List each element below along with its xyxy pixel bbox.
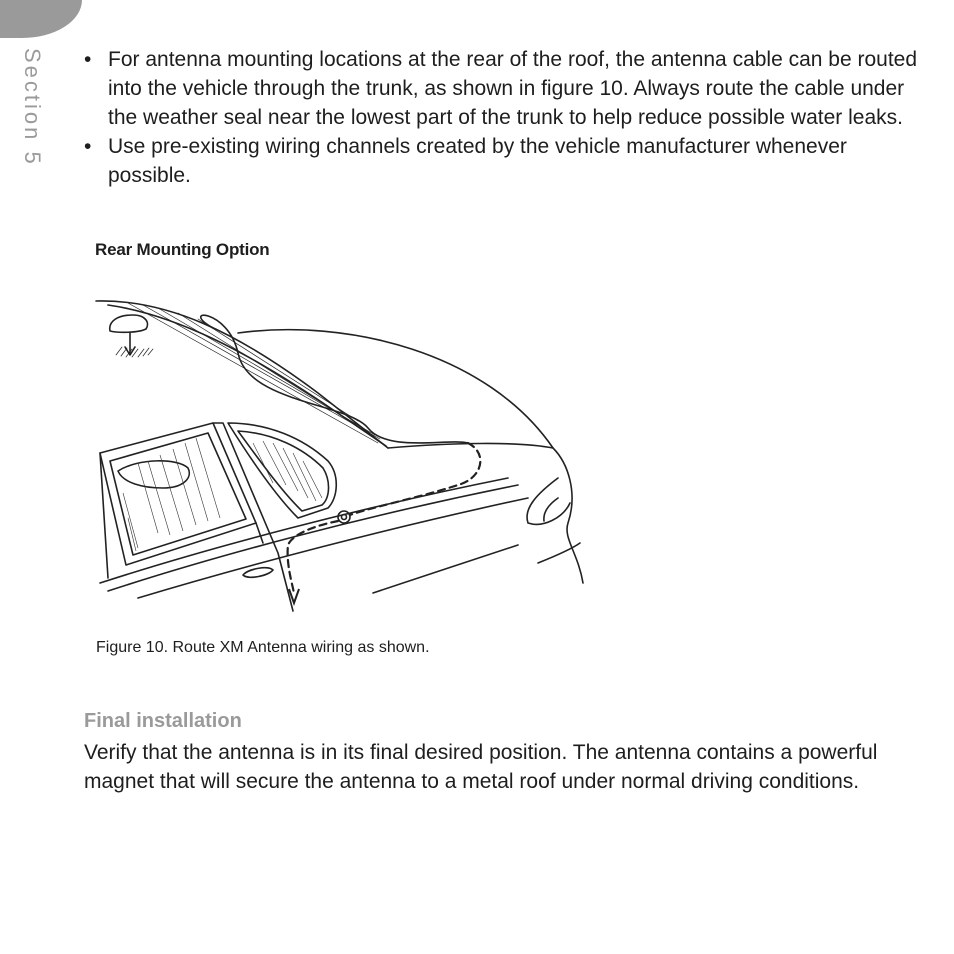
rear-window-outline — [96, 301, 388, 448]
figure-caption: Figure 10. Route XM Antenna wiring as shown. — [96, 639, 430, 656]
bullet-mark: • — [84, 48, 92, 71]
belt-line — [100, 478, 508, 583]
figure-title: Rear Mounting Option — [95, 240, 270, 259]
final-installation-heading: Final installation — [84, 710, 242, 732]
bullet-item — [84, 132, 924, 190]
bullet-text: For antenna mounting locations at the rear of the roof, the antenna cable can be routed into the vehicle through the trunk, as shown in figure 10. Always route the cable under the weather seal near the lowest part of the trunk to help reduce possible water leaks. — [108, 48, 918, 129]
bullet-mark: • — [84, 135, 92, 158]
bullet-text: Use pre-existing wiring channels created by the vehicle manufacturer whenever possible. — [108, 135, 847, 187]
section-label: Section 5 — [20, 48, 45, 167]
cable-route-dashed — [350, 443, 480, 515]
car-illustration — [88, 293, 598, 618]
rear-fender — [553, 448, 583, 583]
final-installation-body: Verify that the antenna is in its final desired position. The antenna contains a powerful magnet that will secure the antenna to a metal roof under normal driving conditions. — [84, 741, 878, 793]
taillight — [527, 478, 570, 524]
rear-side-window — [228, 423, 336, 518]
bullet-item — [84, 45, 924, 132]
page-number-tab — [0, 0, 82, 38]
door-handle — [243, 568, 273, 578]
grommet — [338, 511, 350, 523]
trunk-lid — [238, 330, 553, 448]
figure-illustration — [88, 293, 598, 618]
bullet-list — [84, 45, 924, 190]
antenna-body — [110, 315, 148, 332]
